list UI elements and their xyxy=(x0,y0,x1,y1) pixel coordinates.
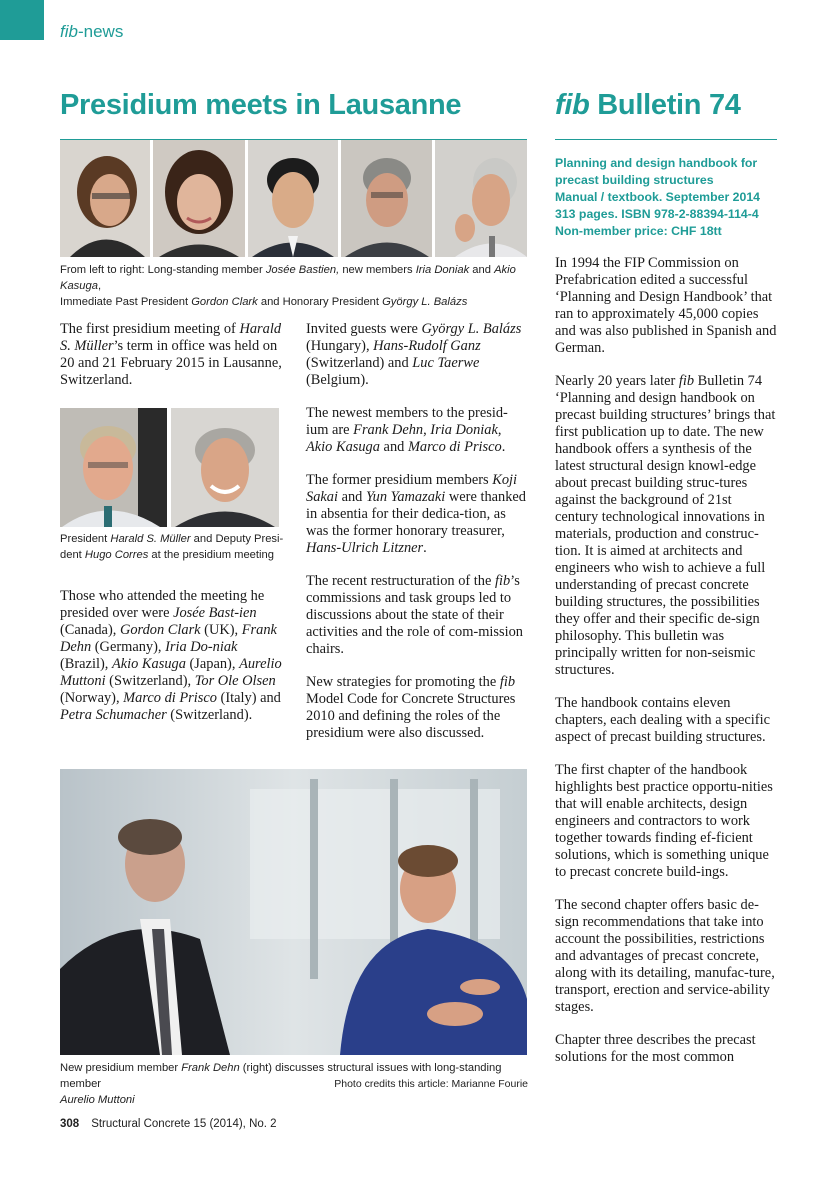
section-label-italic: fib xyxy=(60,22,78,41)
section-color-block xyxy=(0,0,44,40)
body-text: (Canada), xyxy=(60,622,120,638)
body-text: (Belgium). xyxy=(306,372,369,388)
bulletin-history-paragraph: In 1994 the FIP Commission on Prefabrication edited a successful ‘Planning and Design Handbook’ that ran to approximately 45,000 copies and was also published in Spanish and German. xyxy=(555,255,777,356)
portrait-photo-4 xyxy=(341,140,432,257)
body-name: Marco di Prisco xyxy=(123,690,217,706)
body-text: (Brazil), xyxy=(60,656,112,672)
portrait-photo-2 xyxy=(153,140,245,257)
caption-text: Immediate Past President xyxy=(60,296,192,308)
body-text: (Switzerland) and xyxy=(306,355,413,371)
bulletin-body xyxy=(555,255,777,1082)
body-text: (Italy) and xyxy=(216,690,281,706)
body-text: were thanked in absentia for their dedica-tion, as was the former honorary treasurer, xyxy=(306,489,527,539)
restructure-paragraph xyxy=(306,573,528,658)
body-text: Invited guests were xyxy=(306,321,422,337)
bulletin-title-rest: Bulletin 74 xyxy=(589,89,741,121)
body-text: . xyxy=(423,540,427,556)
caption-name: Josée Bastien, xyxy=(265,264,340,276)
body-text: Those who attended the meeting he presided over were xyxy=(60,588,265,621)
body-text: (Switzerland). xyxy=(166,707,253,723)
bulletin-chapter-two-paragraph: The second chapter offers basic de-sign recommendations that take into account the possibilities, restrictions and advantages of precast concrete, along with its detailing, manufac-ture, transport, erection and service-ability stages. xyxy=(555,897,775,1015)
body-text: (Japan), xyxy=(185,656,240,672)
body-name: Yun Yamazaki xyxy=(365,489,446,505)
body-name: Marco di Prisco xyxy=(407,439,502,455)
body-text: The former presidium members xyxy=(306,472,493,488)
page-footer xyxy=(60,1118,277,1130)
body-text: (Germany), xyxy=(91,639,166,655)
body-name: fib xyxy=(495,573,511,589)
body-text: Model Code for Concrete Structures 2010 and defining the roles of the presidium were also discussed. xyxy=(306,691,516,741)
strategies-paragraph xyxy=(306,674,528,742)
caption-text: and Honorary President xyxy=(257,296,383,308)
portrait-photo-3 xyxy=(248,140,338,257)
caption-name: Frank Dehn xyxy=(181,1062,240,1074)
body-text: and xyxy=(337,489,366,505)
body-text: ’s term in office was held on 20 and 21 February 2015 in Lausanne, Switzerland. xyxy=(60,338,282,388)
body-text: ’s commissions and task groups led to discussions about the state of their activities and the role of com-mission chairs. xyxy=(306,573,524,657)
body-name: fib xyxy=(499,674,516,690)
body-name: Frank Dehn xyxy=(60,622,277,655)
body-name: Gordon Clark xyxy=(119,622,201,638)
section-label-rest: -news xyxy=(77,22,124,41)
caption-name: Hugo Corres xyxy=(84,549,149,561)
body-name: Luc Taerwe xyxy=(412,355,480,371)
caption-text: President xyxy=(60,533,111,545)
body-text: , xyxy=(423,422,431,438)
body-text: New strategies for promoting the xyxy=(306,674,500,690)
caption-name: Gordon Clark xyxy=(191,296,258,308)
body-text: (Norway), xyxy=(60,690,124,706)
body-name: Josée Bast-ien xyxy=(173,605,257,621)
body-name: Akio Kasuga xyxy=(306,439,380,455)
caption-name: Akio Kasuga xyxy=(60,264,516,292)
portrait-photo-mueller xyxy=(60,408,167,527)
body-name: Harald S. Müller xyxy=(60,321,282,354)
bulletin-chapters-paragraph: The handbook contains eleven chapters, each dealing with a specific aspect of precast building structures. xyxy=(555,695,770,745)
body-name: Hans-Ulrich Litzner xyxy=(306,540,424,556)
top-photo-caption xyxy=(60,262,530,310)
bulletin-detail-line: Manual / textbook. September 2014 xyxy=(555,190,761,204)
body-text: , xyxy=(497,422,502,438)
bulletin-detail-line: 313 pages. ISBN 978-2-88394-114-4 xyxy=(555,207,759,221)
newest-members-paragraph xyxy=(306,405,528,456)
body-name: Frank Dehn xyxy=(353,422,424,438)
caption-text: at the presidium meeting xyxy=(148,549,274,561)
body-name: Koji Sakai xyxy=(306,472,518,505)
guests-paragraph xyxy=(306,321,528,389)
body-name: Iria Doniak xyxy=(430,422,498,438)
body-text: (Hungary), xyxy=(306,338,374,354)
journal-reference: Structural Concrete 15 (2014), No. 2 xyxy=(91,1118,277,1130)
caption-name: Iria Doniak xyxy=(415,264,470,276)
body-text: . xyxy=(501,439,506,455)
body-name: Aurelio Muttoni xyxy=(60,656,282,689)
intro-paragraph xyxy=(60,321,285,389)
body-name: Iria Do-niak xyxy=(165,639,238,655)
body-text: The newest members to the presid-ium are xyxy=(306,405,508,438)
bulletin-chapter-three-paragraph: Chapter three describes the precast solutions for the most common xyxy=(555,1032,756,1065)
photo-credits: Photo credits this article: Marianne Fourie xyxy=(334,1078,528,1090)
portrait-photo-5 xyxy=(435,140,527,257)
meeting-photo xyxy=(60,769,527,1055)
bulletin-title-italic: fib xyxy=(555,89,590,121)
body-text: Bulletin 74 ‘Planning and design handbook on precast building structures’ brings that first publication up to date. The new handbook offers a synthesis of the latest structural design knowl-edge about precast building struc-tures against the background of 21st century technological innovations in materials, production and construc-tion. It is aimed at architects and engineers who wish to achieve a full understanding of precast concrete building structures, the possibilities they offer and their specific de-sign philosophy. This bulletin was principally written for non-seismic structures. xyxy=(555,373,776,678)
body-name: György L. Balázs xyxy=(421,321,522,337)
caption-text: new members xyxy=(339,264,416,276)
body-name: Petra Schumacher xyxy=(60,707,167,723)
bulletin-detail-line: Planning and design handbook for xyxy=(555,156,758,170)
bulletin-title xyxy=(555,89,777,122)
body-name: Akio Kasuga xyxy=(111,656,186,672)
column-two xyxy=(306,321,528,758)
portrait-photo-corres xyxy=(171,408,279,527)
page-number: 308 xyxy=(60,1118,80,1130)
body-name: Tor Ole Olsen xyxy=(194,673,276,689)
caption-text: From left to right: Long-standing member xyxy=(60,264,266,276)
caption-text: New presidium member xyxy=(60,1062,182,1074)
caption-name: Harald S. Müller xyxy=(110,533,191,545)
former-members-paragraph xyxy=(306,472,528,557)
caption-text: (right) discusses structural issues with long-standing member xyxy=(60,1062,502,1090)
caption-text: and xyxy=(469,264,495,276)
caption-name: György L. Balázs xyxy=(382,296,468,308)
body-text: The first presidium meeting of xyxy=(60,321,240,337)
portrait-photo-1 xyxy=(60,140,150,257)
body-text: Nearly 20 years later xyxy=(555,373,679,389)
bulletin-detail-line: Non-member price: CHF 18tt xyxy=(555,224,722,238)
body-text: The recent restructuration of the xyxy=(306,573,495,589)
middle-photo-caption xyxy=(60,531,285,563)
caption-name: Aurelio Muttoni xyxy=(60,1094,135,1106)
body-text: (UK), xyxy=(200,622,242,638)
article-title: Presidium meets in Lausanne xyxy=(60,89,462,121)
body-name: fib xyxy=(678,373,695,389)
caption-text: and Deputy Presi-dent xyxy=(60,533,284,561)
caption-text: , xyxy=(97,280,102,292)
bulletin-chapter-one-paragraph: The first chapter of the handbook highlights best practice opportu-nities that will enable architects, design engineers and contractors to work together towards finding ef-ficient solutions, which is something unique to precast concrete build-ings. xyxy=(555,762,773,880)
section-label xyxy=(60,22,123,42)
body-text: (Switzerland), xyxy=(105,673,195,689)
attendees-paragraph xyxy=(60,588,285,724)
title-rule-right xyxy=(555,139,777,140)
body-name: Hans-Rudolf Ganz xyxy=(373,338,481,354)
bulletin-detail-line: precast building structures xyxy=(555,173,714,187)
bulletin-details xyxy=(555,155,777,240)
bulletin-update-paragraph xyxy=(555,373,777,679)
body-text: and xyxy=(379,439,408,455)
